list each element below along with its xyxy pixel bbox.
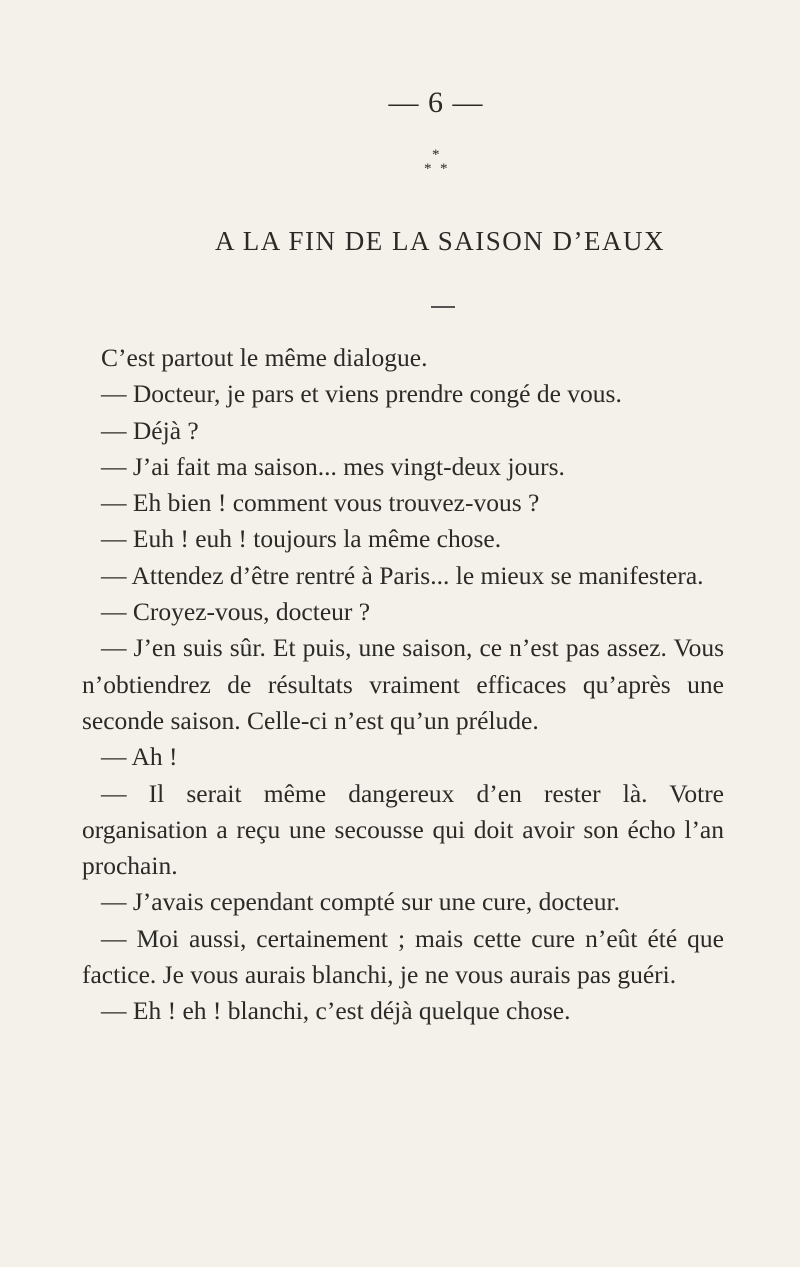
paragraph: — Docteur, je pars et viens prendre congé de vous.	[101, 379, 622, 409]
paragraph: — Croyez-vous, docteur ?	[101, 597, 371, 627]
paragraph: — Déjà ?	[101, 415, 199, 445]
paragraph: C’est partout le même dialogue.	[101, 343, 428, 372]
paragraph: — Eh ! eh ! blanchi, c’est déjà quelque chose.	[101, 996, 571, 1026]
paragraph: — Eh bien ! comment vous trouvez-vous ?	[101, 488, 540, 518]
page-number: — 6 —	[388, 86, 484, 119]
paragraph: — Ah !	[101, 742, 178, 772]
chapter-title: A LA FIN DE LA SAISON D’EAUX	[214, 226, 665, 256]
ornament-star: *	[424, 161, 432, 177]
paragraph: — Attendez d’être rentré à Paris... le mieux se manifestera.	[101, 560, 704, 590]
ornament-star: *	[432, 147, 440, 163]
title-rule	[431, 306, 455, 308]
paragraph: — Il serait même dangereux d’en rester là. Votre organisation a reçu une secousse qui doit avoir son écho l’an prochain.	[82, 778, 724, 881]
paragraph: — Moi aussi, certainement ; mais cette cure n’eût été que factice. Je vous aurais blanchi, je ne vous aurais pas guéri.	[82, 923, 724, 990]
paragraph: — J’avais cependant compté sur une cure, docteur.	[101, 887, 621, 917]
body-text	[82, 340, 724, 1030]
ornament-star: *	[440, 161, 448, 177]
asterism-ornament	[420, 148, 460, 188]
paragraph: — J’en suis sûr. Et puis, une saison, ce n’est pas assez. Vous n’obtiendrez de résultats vraiment efficaces qu’après une seconde saison. Celle-ci n’est qu’un prélude.	[82, 633, 724, 735]
paragraph: — J’ai fait ma saison... mes vingt-deux jours.	[101, 451, 565, 481]
paragraph: — Euh ! euh ! toujours la même chose.	[101, 524, 502, 554]
